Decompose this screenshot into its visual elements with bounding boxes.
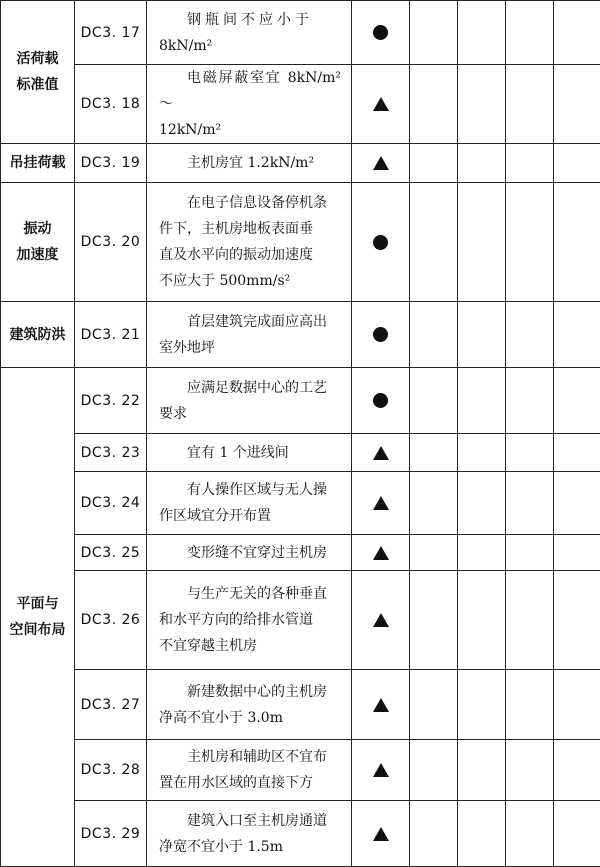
category-flood: 建筑防洪: [1, 302, 75, 368]
triangle-mark-icon: [373, 613, 389, 627]
level-mark: [352, 571, 410, 670]
empty-cell: [458, 65, 506, 144]
clause-code: DC3. 19: [75, 144, 147, 183]
level-mark: [352, 302, 410, 368]
level-mark: [352, 65, 410, 144]
table-row: [1, 571, 600, 670]
table-row: [1, 302, 600, 368]
empty-cell: [410, 183, 458, 302]
empty-cell: [554, 472, 600, 535]
triangle-mark-icon: [373, 546, 389, 560]
requirement-text: 首层建筑完成面应高出 室外地坪: [147, 302, 352, 368]
clause-code: DC3. 27: [75, 670, 147, 740]
clause-code: DC3. 26: [75, 571, 147, 670]
empty-cell: [506, 472, 554, 535]
empty-cell: [506, 535, 554, 571]
empty-cell: [506, 1, 554, 65]
empty-cell: [410, 368, 458, 434]
empty-cell: [554, 740, 600, 801]
empty-cell: [506, 740, 554, 801]
empty-cell: [458, 740, 506, 801]
circle-mark-icon: [373, 327, 388, 342]
requirement-text: 主机房宜 1.2kN/m²: [147, 144, 352, 183]
empty-cell: [410, 434, 458, 472]
table-row: [1, 434, 600, 472]
category-hanging-load: 吊挂荷载: [1, 144, 75, 183]
clause-code: DC3. 22: [75, 368, 147, 434]
empty-cell: [458, 1, 506, 65]
level-mark: [352, 535, 410, 571]
empty-cell: [506, 368, 554, 434]
clause-code: DC3. 25: [75, 535, 147, 571]
empty-cell: [458, 144, 506, 183]
table-row: [1, 1, 600, 65]
empty-cell: [506, 801, 554, 867]
table-row: [1, 670, 600, 740]
clause-code: DC3. 20: [75, 183, 147, 302]
category-layout: 平面与 空间布局: [1, 368, 75, 867]
requirement-text: 与生产无关的各种垂直 和水平方向的给排水管道 不宜穿越主机房: [147, 571, 352, 670]
table-row: [1, 183, 600, 302]
table-row: [1, 144, 600, 183]
empty-cell: [410, 472, 458, 535]
empty-cell: [458, 801, 506, 867]
requirement-text: 有人操作区域与无人操 作区域宜分开布置: [147, 472, 352, 535]
empty-cell: [554, 1, 600, 65]
empty-cell: [554, 183, 600, 302]
requirement-text: 钢瓶间不应小于 8kN/m²: [147, 1, 352, 65]
triangle-mark-icon: [373, 496, 389, 510]
empty-cell: [458, 535, 506, 571]
empty-cell: [458, 368, 506, 434]
empty-cell: [458, 571, 506, 670]
empty-cell: [410, 1, 458, 65]
empty-cell: [410, 801, 458, 867]
empty-cell: [458, 302, 506, 368]
triangle-mark-icon: [373, 156, 389, 170]
clause-code: DC3. 24: [75, 472, 147, 535]
requirement-text: 宜有 1 个进线间: [147, 434, 352, 472]
empty-cell: [458, 670, 506, 740]
clause-code: DC3. 23: [75, 434, 147, 472]
clause-code: DC3. 21: [75, 302, 147, 368]
level-mark: [352, 472, 410, 535]
clause-code: DC3. 29: [75, 801, 147, 867]
table-row: [1, 535, 600, 571]
level-mark: [352, 368, 410, 434]
empty-cell: [506, 183, 554, 302]
level-mark: [352, 740, 410, 801]
requirement-text: 应满足数据中心的工艺 要求: [147, 368, 352, 434]
empty-cell: [554, 302, 600, 368]
triangle-mark-icon: [373, 698, 389, 712]
level-mark: [352, 144, 410, 183]
empty-cell: [554, 670, 600, 740]
triangle-mark-icon: [373, 827, 389, 841]
triangle-mark-icon: [373, 446, 389, 460]
empty-cell: [506, 144, 554, 183]
empty-cell: [506, 571, 554, 670]
empty-cell: [410, 670, 458, 740]
empty-cell: [506, 65, 554, 144]
empty-cell: [554, 65, 600, 144]
empty-cell: [410, 740, 458, 801]
empty-cell: [554, 368, 600, 434]
clause-code: DC3. 18: [75, 65, 147, 144]
requirement-text: 新建数据中心的主机房 净高不宜小于 3.0m: [147, 670, 352, 740]
empty-cell: [458, 183, 506, 302]
clause-code: DC3. 17: [75, 1, 147, 65]
triangle-mark-icon: [373, 97, 389, 111]
empty-cell: [554, 144, 600, 183]
circle-mark-icon: [373, 235, 388, 250]
category-live-load: 活荷载 标准值: [1, 1, 75, 144]
empty-cell: [506, 434, 554, 472]
category-vibration: 振动 加速度: [1, 183, 75, 302]
level-mark: [352, 801, 410, 867]
empty-cell: [554, 535, 600, 571]
empty-cell: [410, 302, 458, 368]
table-row: [1, 368, 600, 434]
level-mark: [352, 670, 410, 740]
level-mark: [352, 434, 410, 472]
level-mark: [352, 1, 410, 65]
empty-cell: [554, 801, 600, 867]
clause-code: DC3. 28: [75, 740, 147, 801]
table-row: [1, 740, 600, 801]
empty-cell: [554, 571, 600, 670]
requirement-text: 电磁屏蔽室宜 8kN/m²～ 12kN/m²: [147, 65, 352, 144]
requirement-text: 建筑入口至主机房通道 净宽不宜小于 1.5m: [147, 801, 352, 867]
level-mark: [352, 183, 410, 302]
empty-cell: [458, 434, 506, 472]
empty-cell: [410, 571, 458, 670]
circle-mark-icon: [373, 25, 388, 40]
requirement-text: 变形缝不宜穿过主机房: [147, 535, 352, 571]
requirement-text: 在电子信息设备停机条 件下，主机房地板表面垂 直及水平向的振动加速度 不应大于 500mm/s²: [147, 183, 352, 302]
empty-cell: [410, 535, 458, 571]
empty-cell: [506, 302, 554, 368]
empty-cell: [506, 670, 554, 740]
table-row: [1, 472, 600, 535]
circle-mark-icon: [373, 393, 388, 408]
triangle-mark-icon: [373, 763, 389, 777]
table-row: [1, 65, 600, 144]
empty-cell: [554, 434, 600, 472]
table-row: [1, 801, 600, 867]
empty-cell: [410, 144, 458, 183]
empty-cell: [458, 472, 506, 535]
requirement-text: 主机房和辅助区不宜布 置在用水区域的直接下方: [147, 740, 352, 801]
empty-cell: [410, 65, 458, 144]
